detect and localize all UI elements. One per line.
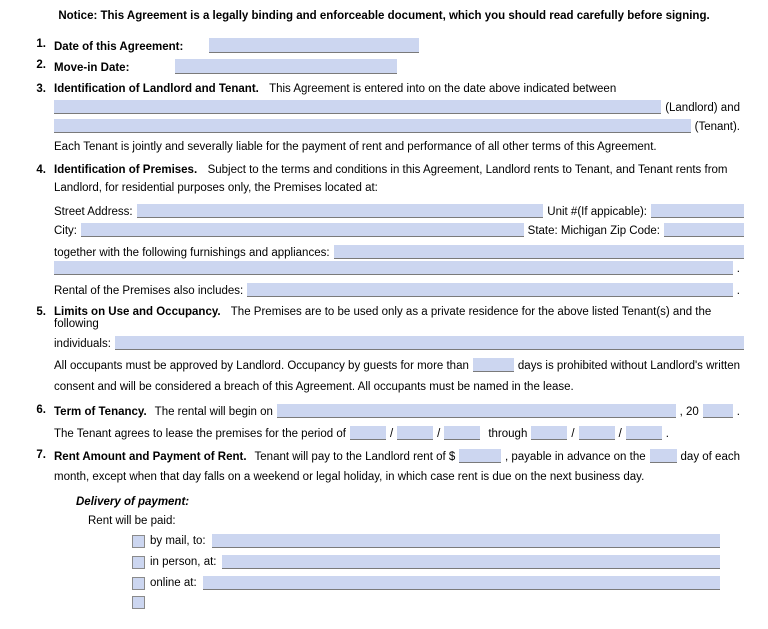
checkbox-extra-icon[interactable] bbox=[132, 596, 145, 609]
payment-option-online-label: online at: bbox=[150, 577, 197, 589]
clause-4-number: 4. bbox=[36, 164, 46, 177]
rent-will-be-paid-label: Rent will be paid: bbox=[88, 515, 176, 527]
clause-7 bbox=[24, 449, 744, 609]
clause-5-heading: Limits on Use and Occupancy. bbox=[54, 305, 221, 318]
clause-5-intro bbox=[54, 306, 744, 330]
furnishings-label: together with the following furnishings and appliances: bbox=[54, 246, 330, 259]
checkbox-by-mail-icon[interactable] bbox=[132, 535, 145, 548]
rent-amount-input[interactable] bbox=[459, 449, 501, 463]
clause-3 bbox=[24, 83, 744, 156]
clause-4-intro bbox=[54, 164, 744, 176]
furnishings-period: . bbox=[736, 262, 740, 275]
clause-4-heading: Identification of Premises. bbox=[54, 164, 198, 177]
slash-1: / bbox=[389, 428, 394, 441]
street-address-input[interactable] bbox=[137, 204, 544, 218]
rental-includes-label: Rental of the Premises also includes: bbox=[54, 284, 244, 297]
in-person-address-input[interactable] bbox=[222, 555, 720, 569]
checkbox-online-icon[interactable] bbox=[132, 577, 145, 590]
tenant-name-input[interactable] bbox=[54, 119, 691, 133]
payable-post-label: day of each bbox=[680, 451, 740, 464]
document-body bbox=[0, 38, 768, 609]
clause-6-text: The rental will begin on bbox=[154, 406, 273, 419]
period-end-day-input[interactable] bbox=[579, 426, 615, 440]
clause-4 bbox=[24, 164, 744, 297]
clause-5-number: 5. bbox=[36, 305, 46, 318]
term-begin-row bbox=[54, 404, 744, 418]
period-start-day-input[interactable] bbox=[397, 426, 433, 440]
individuals-label: individuals: bbox=[54, 337, 111, 350]
rental-includes-row bbox=[54, 283, 744, 297]
street-address-row bbox=[54, 204, 744, 218]
furnishings-input-1[interactable] bbox=[334, 245, 744, 259]
clause-4-line2: Landlord, for residential purposes only, the Premises located at: bbox=[54, 182, 378, 195]
clause-5 bbox=[24, 306, 744, 396]
payment-option-by-mail-label: by mail, to: bbox=[150, 535, 206, 547]
clause-7-month-line: month, except when that day falls on a weekend or legal holiday, in which case rent is due on the next business day. bbox=[54, 471, 645, 484]
lease-agreement-document bbox=[0, 9, 768, 629]
delivery-of-payment-heading: Delivery of payment: bbox=[76, 496, 190, 508]
payment-option-online[interactable] bbox=[132, 576, 744, 590]
furnishings-input-2[interactable] bbox=[54, 261, 733, 275]
clause-2-number: 2. bbox=[36, 58, 46, 71]
guest-days-input[interactable] bbox=[473, 358, 514, 372]
move-in-date-input[interactable] bbox=[175, 59, 397, 74]
occupants-row bbox=[54, 358, 744, 372]
clause-5-consent-line: consent and will be considered a breach of this Agreement. All occupants must be named in the lease. bbox=[54, 380, 574, 393]
clause-2 bbox=[24, 59, 744, 74]
online-address-input[interactable] bbox=[203, 576, 720, 590]
clause-1 bbox=[24, 38, 744, 53]
slash-2: / bbox=[437, 428, 441, 441]
by-mail-address-input[interactable] bbox=[212, 534, 720, 548]
clause-6-heading: Term of Tenancy. bbox=[54, 406, 147, 419]
period-start-month-input[interactable] bbox=[350, 426, 386, 440]
year-prefix-label: , 20 bbox=[679, 406, 699, 419]
clause-3-joint-liability: Each Tenant is jointly and severally liable for the payment of rent and performance of all other terms of this Agreement. bbox=[54, 140, 657, 153]
occupants-text-post: days is prohibited without Landlord's written bbox=[517, 359, 740, 372]
clause-7-number: 7. bbox=[36, 449, 46, 462]
tenancy-year-input[interactable] bbox=[703, 404, 733, 418]
tenant-row bbox=[54, 119, 744, 133]
tenant-label: (Tenant). bbox=[694, 120, 740, 133]
clause-3-number: 3. bbox=[36, 82, 46, 95]
period-end-year-input[interactable] bbox=[626, 426, 662, 440]
period-end-month-input[interactable] bbox=[531, 426, 567, 440]
slash-3: / bbox=[571, 428, 575, 441]
rent-due-day-input[interactable] bbox=[650, 449, 677, 463]
checkbox-in-person-icon[interactable] bbox=[132, 556, 145, 569]
landlord-row bbox=[54, 100, 744, 114]
clause-1-number: 1. bbox=[36, 37, 46, 50]
city-input[interactable] bbox=[81, 223, 524, 237]
rental-includes-input[interactable] bbox=[247, 283, 733, 297]
clause-5-text: The Premises are to be used only as a private residence for the above listed Tenant(s) and the following bbox=[54, 305, 712, 330]
through-label: through bbox=[488, 428, 528, 441]
rental-includes-period: . bbox=[736, 284, 740, 297]
term-period-period: . bbox=[665, 428, 669, 441]
individuals-input[interactable] bbox=[115, 336, 744, 350]
payment-option-in-person[interactable] bbox=[132, 555, 744, 569]
clause-7-heading: Rent Amount and Payment of Rent. bbox=[54, 451, 247, 464]
clause-2-heading: Move-in Date: bbox=[54, 61, 130, 74]
clause-3-text: This Agreement is entered into on the date above indicated between bbox=[269, 82, 617, 95]
payment-option-in-person-label: in person, at: bbox=[150, 556, 217, 568]
slash-4: / bbox=[618, 428, 622, 441]
landlord-label: (Landlord) and bbox=[665, 101, 740, 114]
city-label: City: bbox=[54, 224, 77, 237]
street-address-label: Street Address: bbox=[54, 205, 133, 218]
term-period-row bbox=[54, 426, 744, 440]
term-begin-period: . bbox=[736, 406, 740, 419]
state-zip-label: State: Michigan Zip Code: bbox=[527, 224, 660, 237]
occupants-text-pre: All occupants must be approved by Landlord. Occupancy by guests for more than bbox=[54, 359, 469, 372]
clause-1-heading: Date of this Agreement: bbox=[54, 40, 184, 53]
unit-input[interactable] bbox=[651, 204, 744, 218]
furnishings-row bbox=[54, 245, 744, 259]
date-of-agreement-input[interactable] bbox=[209, 38, 419, 53]
clause-4-text: Subject to the terms and conditions in this Agreement, Landlord rents to Tenant, and Tenant rents from bbox=[207, 164, 728, 177]
notice-text: Notice: This Agreement is a legally binding and enforceable document, which you should read carefully before signing. bbox=[58, 10, 710, 22]
individuals-row bbox=[54, 336, 744, 350]
clause-3-heading: Identification of Landlord and Tenant. bbox=[54, 82, 259, 95]
period-start-year-input[interactable] bbox=[444, 426, 480, 440]
rent-amount-row bbox=[54, 449, 744, 463]
payable-pre-label: , payable in advance on the bbox=[504, 451, 646, 464]
payment-option-extra[interactable] bbox=[132, 596, 744, 609]
clause-7-text: Tenant will pay to the Landlord rent of $ bbox=[254, 451, 456, 464]
furnishings-row-2 bbox=[54, 261, 744, 275]
payment-option-by-mail[interactable] bbox=[132, 534, 744, 548]
clause-3-intro bbox=[54, 83, 744, 95]
clause-6 bbox=[24, 404, 744, 440]
landlord-name-input[interactable] bbox=[54, 100, 661, 114]
city-row bbox=[54, 223, 744, 237]
clause-6-number: 6. bbox=[36, 404, 46, 417]
term-period-text: The Tenant agrees to lease the premises for the period of bbox=[54, 428, 346, 441]
zip-input[interactable] bbox=[664, 223, 744, 237]
unit-label: Unit #(If appicable): bbox=[547, 205, 647, 218]
tenancy-begin-date-input[interactable] bbox=[277, 404, 676, 418]
